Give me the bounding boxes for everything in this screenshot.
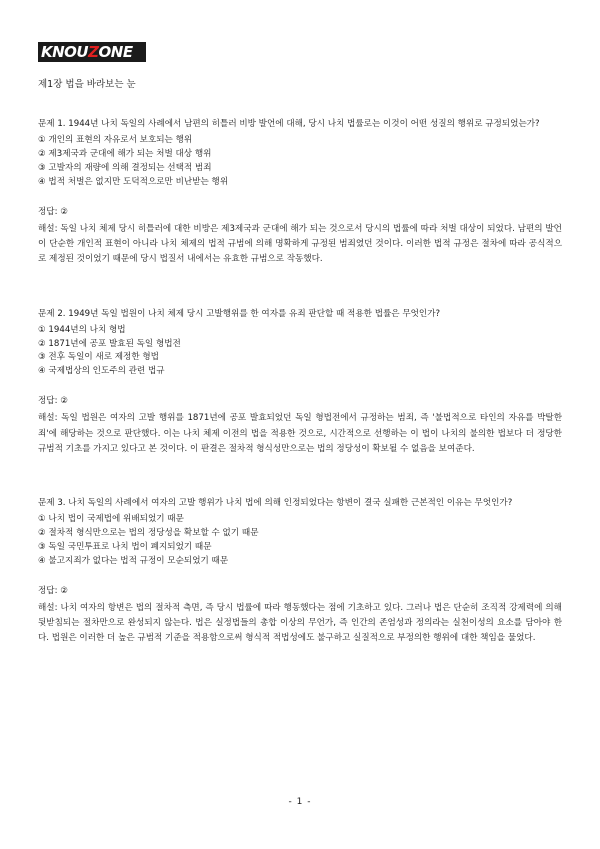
block-spacer <box>38 288 562 308</box>
choice-item: ④ 국제법상의 인도주의 관련 법규 <box>38 366 165 377</box>
question-stem: 문제 2. 1949년 독일 법원이 나치 체제 당시 고발행위를 한 여자를 유죄 판단할 때 적용한 법률은 무엇인가? <box>38 308 441 319</box>
block-spacer <box>38 477 562 497</box>
logo-part-z: Z <box>88 42 99 61</box>
document-content <box>38 78 562 667</box>
question-block-2 <box>38 308 562 457</box>
choice-item: ② 절차적 형식만으로는 법의 정당성을 확보할 수 없기 때문 <box>38 527 259 538</box>
choice-list <box>38 324 562 380</box>
answer-label: 정답: ② <box>38 396 68 407</box>
answer-label: 정답: ② <box>38 206 68 217</box>
explanation-text: 해설: 독일 법원은 여자의 고발 행위를 1871년에 공포 발효되었던 독일 형법전에서 규정하는 범죄, 즉 '불법적으로 타인의 자유를 박탈한 죄'에 해당하는 것으로 판단했다. 이는 나치 체제 이전의 법을 적용한 것으로, 시간적으로 선행하는 이 법이 나치의 불의한 법보다 더 정당한 규범적 기초를 가지고 있다고 본 것이다. 이 판결은 절차적 형식성만으로는 법의 정당성이 확보될 수 없음을 보여준다. <box>38 413 562 454</box>
answer-label: 정답: ② <box>38 585 68 596</box>
chapter-title: 제1장 법을 바라보는 눈 <box>38 79 136 90</box>
question-block-3 <box>38 497 562 646</box>
question-stem: 문제 1. 1944년 나치 독일의 사례에서 남편의 히틀러 비방 발언에 대해, 당시 나치 법률로는 이것이 어떤 성질의 행위로 규정되었는가? <box>38 119 540 130</box>
choice-item: ② 1871년에 공포 발효된 독일 형법전 <box>38 338 181 349</box>
choice-item: ① 1944년의 나치 형법 <box>38 324 126 335</box>
choice-item: ① 나치 법이 국제법에 위배되었기 때문 <box>38 514 184 525</box>
choice-item: ③ 독일 국민투표로 나치 법이 폐지되었기 때문 <box>38 541 212 552</box>
choice-item: ① 개인의 표현의 자유로서 보호되는 행위 <box>38 135 193 146</box>
choice-list <box>38 134 562 190</box>
logo-text <box>41 42 133 61</box>
choice-item: ④ 불고지죄가 없다는 법적 규정이 모순되었기 때문 <box>38 555 229 566</box>
knouzone-logo <box>38 42 146 62</box>
choice-item: ③ 고발자의 재량에 의해 결정되는 선택적 범죄 <box>38 163 212 174</box>
choice-item: ② 제3제국과 군대에 해가 되는 처벌 대상 행위 <box>38 149 212 160</box>
explanation-text: 해설: 독일 나치 체제 당시 히틀러에 대한 비방은 제3제국과 군대에 해가 되는 것으로서 당시의 법률에 따라 처벌 대상이 되었다. 남편의 발언이 단순한 개인적 표현이 아니라 나치 체제의 법적 규범에 의해 명확하게 규정된 범죄였던 것이다. 이러한 법적 규정은 절차에 따라 공식적으로 제정된 것이었기 때문에 당시 법질서 내에서는 유효한 규범으로 작동했다. <box>38 223 562 265</box>
question-stem: 문제 3. 나치 독일의 사례에서 여자의 고발 행위가 나치 법에 의해 인정되었다는 항변이 결국 실패한 근본적인 이유는 무엇인가? <box>38 498 513 509</box>
choice-item: ④ 법적 처벌은 없지만 도덕적으로만 비난받는 행위 <box>38 176 229 187</box>
choice-item: ③ 전후 독일이 새로 제정한 형법 <box>38 352 159 363</box>
logo-part-k: K <box>41 42 53 61</box>
question-block-1 <box>38 118 562 267</box>
logo-part-nou: NOU <box>52 42 89 61</box>
page-number: - 1 - <box>288 797 312 807</box>
logo-part-one: ONE <box>98 42 133 61</box>
explanation-text: 해설: 나치 여자의 항변은 법의 절차적 측면, 즉 당시 법률에 따라 행동했다는 점에 기초하고 있다. 그러나 법은 단순히 조직적 강제력에 의해 뒷받침되는 절차만으로 완성되지 않는다. 법은 실정법들의 총합 이상의 무언가, 즉 인간의 존엄성과 정의라는 실천이성의 요소를 담아야 한다. 법원은 이러한 더 높은 규범적 기준을 적용함으로써 형식적 적법성에도 불구하고 실질적으로 부정의한 행위에 대한 책임을 물었다. <box>38 602 562 644</box>
choice-list <box>38 513 562 569</box>
